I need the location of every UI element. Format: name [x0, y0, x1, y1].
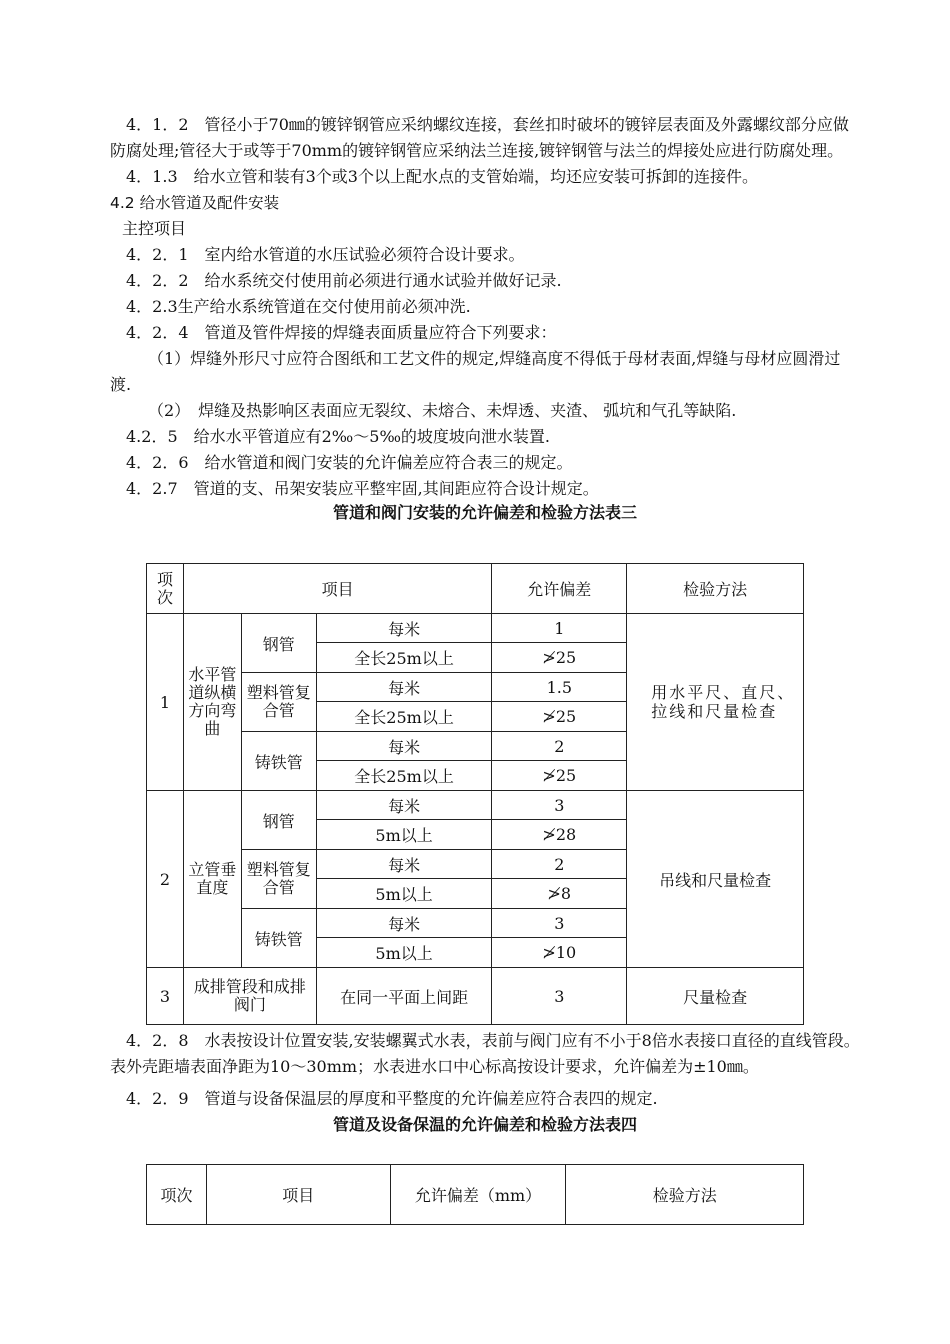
- value-cell: 3: [492, 909, 627, 938]
- table-3-header-row: [147, 564, 804, 614]
- clause-4-1-3: 4．1.3 给水立管和装有3个或3个以上配水点的支管始端，均还应安装可拆卸的连接件。: [126, 167, 758, 186]
- group-1-steel: 钢管: [241, 614, 316, 673]
- cond-cell: 每米: [316, 850, 492, 879]
- value-cell: 2: [492, 732, 627, 761]
- clause-4-2-6: 4．2．6 给水管道和阀门安装的允许偏差应符合表三的规定。: [126, 453, 573, 472]
- cond-cell: 每米: [316, 791, 492, 820]
- value-cell: 1.5: [492, 673, 627, 702]
- group-1-iron: 铸铁管: [241, 732, 316, 791]
- table-3: [146, 563, 804, 1025]
- cond-cell: 5m以上: [316, 820, 492, 850]
- group-2-no: 2: [147, 791, 184, 968]
- group-2-method: 吊线和尺量检查: [627, 791, 804, 968]
- group-2-name: 立管垂直度: [183, 791, 241, 968]
- clause-4-2-8: 4．2．8 水表按设计位置安装,安装螺翼式水表，表前与阀门应有不小于8倍水表接口直径的直线管段。表外壳距墙表面净距为10～30mm；水表进水口中心标高按设计要求，允许偏差为±10㎜。: [110, 1031, 860, 1076]
- value-cell: ≯25: [492, 761, 627, 791]
- cond-cell: 每米: [316, 909, 492, 938]
- header-method: 检验方法: [566, 1165, 804, 1225]
- group-3-cond: 在同一平面上间距: [316, 968, 492, 1025]
- group-3-name: 成排管段和成排阀门: [183, 968, 316, 1025]
- value-cell: ≯25: [492, 702, 627, 732]
- group-2-iron: 铸铁管: [241, 909, 316, 968]
- table-4-caption: 管道及设备保温的允许偏差和检验方法表四: [332, 1115, 637, 1134]
- cond-cell: 每米: [316, 673, 492, 702]
- value-cell: ≯28: [492, 820, 627, 850]
- value-cell: 1: [492, 614, 627, 643]
- header-no: 项次: [147, 1165, 207, 1225]
- header-item: 项目: [183, 564, 491, 614]
- group-3-method: 尺量检查: [627, 968, 804, 1025]
- document-body: [110, 112, 860, 524]
- table-row: [147, 968, 804, 1025]
- table-3-caption: 管道和阀门安装的允许偏差和检验方法表三: [332, 503, 637, 522]
- group-3-value: 3: [492, 968, 627, 1025]
- table-row: [147, 614, 804, 643]
- clause-4-2-4-item-2: （2） 焊缝及热影响区表面应无裂纹、未熔合、未焊透、夹渣、 弧坑和气孔等缺陷.: [148, 401, 737, 420]
- group-1-no: 1: [147, 614, 184, 791]
- section-heading-4-2: 4.2 给水管道及配件安装: [110, 194, 280, 212]
- document-body-continued: [110, 1028, 860, 1136]
- subheading-main-items: 主控项目: [122, 219, 187, 238]
- cond-cell: 每米: [316, 732, 492, 761]
- clause-4-2-4: 4．2．4 管道及管件焊接的焊缝表面质量应符合下列要求：: [126, 323, 557, 342]
- clause-4-2-3: 4．2.3生产给水系统管道在交付使用前必须冲洗.: [126, 297, 471, 316]
- clause-4-2-4-item-1: （1）焊缝外形尺寸应符合图纸和工艺文件的规定,焊缝高度不得低于母材表面,焊缝与母材应圆滑过渡.: [110, 349, 841, 394]
- table-4-header-row: [147, 1165, 804, 1225]
- table-4: [146, 1164, 804, 1225]
- clause-4-2-2: 4．2．2 给水系统交付使用前必须进行通水试验并做好记录.: [126, 271, 562, 290]
- value-cell: ≯25: [492, 643, 627, 673]
- value-cell: 2: [492, 850, 627, 879]
- group-1-plastic: 塑料管复合管: [241, 673, 316, 732]
- cond-cell: 全长25m以上: [316, 761, 492, 791]
- header-method: 检验方法: [627, 564, 804, 614]
- clause-4-1-2: 4．1．2 管径小于70㎜的镀锌钢管应采纳螺纹连接，套丝扣时破坏的镀锌层表面及外露螺纹部分应做防腐处理;管径大于或等于70mm的镀锌钢管应采纳法兰连接,镀锌钢管与法兰的焊接处应进行防腐处理。: [110, 115, 849, 160]
- group-2-steel: 钢管: [241, 791, 316, 850]
- cond-cell: 每米: [316, 614, 492, 643]
- clause-4-2-7: 4．2.7 管道的支、吊架安装应平整牢固,其间距应符合设计规定。: [126, 479, 599, 498]
- clause-4-2-9: 4．2．9 管道与设备保温层的厚度和平整度的允许偏差应符合表四的规定.: [126, 1089, 658, 1108]
- clause-4-2-5: 4.2．5 给水水平管道应有2‰～5‰的坡度坡向泄水装置.: [126, 427, 551, 446]
- value-cell: ≯10: [492, 938, 627, 968]
- cond-cell: 5m以上: [316, 879, 492, 909]
- table-row: [147, 791, 804, 820]
- header-no: 项次: [147, 564, 184, 614]
- group-1-method: 用水平尺、直尺、拉线和尺量检查: [627, 614, 804, 791]
- group-3-no: 3: [147, 968, 184, 1025]
- cond-cell: 全长25m以上: [316, 702, 492, 732]
- value-cell: 3: [492, 791, 627, 820]
- group-2-plastic: 塑料管复合管: [241, 850, 316, 909]
- header-item: 项目: [206, 1165, 390, 1225]
- header-tolerance: 允许偏差: [492, 564, 627, 614]
- group-1-name: 水平管道纵横方向弯曲: [183, 614, 241, 791]
- cond-cell: 5m以上: [316, 938, 492, 968]
- value-cell: ≯8: [492, 879, 627, 909]
- header-tolerance: 允许偏差（mm）: [390, 1165, 566, 1225]
- cond-cell: 全长25m以上: [316, 643, 492, 673]
- clause-4-2-1: 4．2．1 室内给水管道的水压试验必须符合设计要求。: [126, 245, 525, 264]
